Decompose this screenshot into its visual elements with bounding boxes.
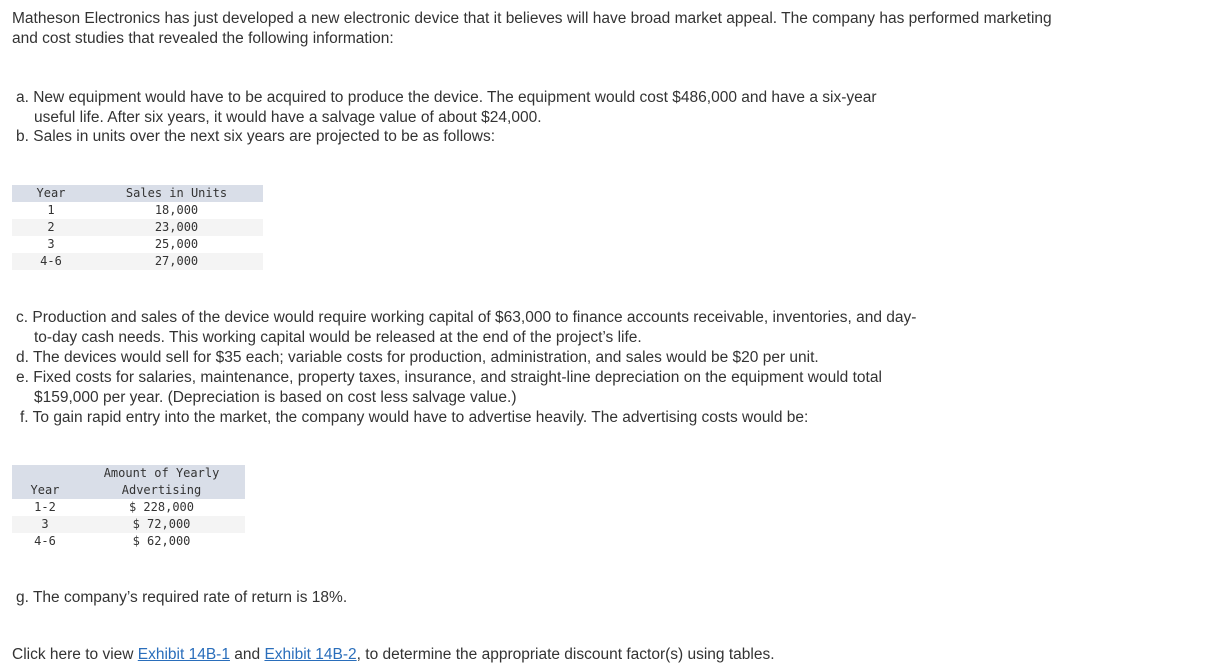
advertising-year-cell: 1-2	[34, 500, 56, 514]
table-row	[12, 236, 263, 253]
item-c-line1: c. Production and sales of the device would require working capital of $63,000 to finance accounts receivable, inventories, and day-	[16, 309, 917, 326]
advertising-amount-cell: $ 72,000	[78, 516, 245, 533]
sales-year-cell: 1	[47, 203, 55, 217]
sales-year-cell: 4-6	[12, 253, 90, 270]
sales-table-header	[12, 185, 263, 202]
item-g: g. The company’s required rate of return is 18%.	[16, 589, 348, 606]
sales-year-cell: 2	[12, 219, 90, 236]
table-row	[12, 253, 263, 270]
advertising-header-amount-text: Amount of Yearly Advertising	[103, 466, 220, 497]
item-b: b. Sales in units over the next six years are projected to be as follows:	[16, 128, 496, 145]
item-a-line1: a. New equipment would have to be acquired to produce the device. The equipment would cost $486,000 and have a six-year	[16, 89, 877, 106]
item-a-line2: useful life. After six years, it would have a salvage value of about $24,000.	[34, 109, 542, 126]
advertising-amount-cell: $ 228,000	[128, 500, 195, 514]
table-row	[12, 202, 263, 219]
item-e	[16, 368, 1116, 408]
exhibit-14b-1-link[interactable]: Exhibit 14B-1	[137, 646, 230, 663]
advertising-amount-cell: $ 62,000	[132, 534, 191, 548]
item-d: d. The devices would sell for $35 each; variable costs for production, administration, and sales would be $20 per unit.	[16, 349, 819, 366]
advertising-year-cell: 4-6	[34, 534, 56, 548]
sales-units-cell: 27,000	[90, 253, 263, 270]
item-c-line2: to-day cash needs. This working capital would be released at the end of the project’s life.	[34, 329, 642, 346]
item-e-line1: e. Fixed costs for salaries, maintenance, property taxes, insurance, and straight-line depreciation on the equipment would total	[16, 369, 882, 386]
sales-units-cell: 23,000	[90, 219, 263, 236]
exhibit-prefix: Click here to view	[12, 646, 138, 663]
advertising-year-cell: 3	[12, 516, 78, 533]
item-a	[16, 88, 1096, 128]
advertising-header-amount	[78, 465, 245, 499]
sales-header-units: Sales in Units	[90, 185, 263, 202]
exhibit-middle: and	[229, 646, 265, 663]
item-e-line2: $159,000 per year. (Depreciation is based on cost less salvage value.)	[34, 389, 517, 406]
exhibit-14b-2-link[interactable]: Exhibit 14B-2	[264, 646, 357, 663]
sales-header-year: Year	[12, 185, 90, 202]
table-row	[12, 219, 263, 236]
sales-units-cell: 25,000	[154, 237, 199, 251]
advertising-header-year: Year	[12, 465, 78, 499]
exhibit-instructions	[12, 645, 1162, 665]
intro-paragraph: Matheson Electronics has just developed a new electronic device that it believes will have broad market appeal. The company has performed marketing and cost studies that revealed the following information:	[12, 10, 1052, 47]
advertising-table	[12, 465, 245, 550]
sales-year-cell: 3	[47, 237, 55, 251]
sales-units-cell: 18,000	[154, 203, 199, 217]
sales-table	[12, 185, 263, 270]
advertising-table-header	[12, 465, 245, 499]
table-row	[12, 499, 245, 516]
item-c	[16, 308, 1116, 348]
item-f: f. To gain rapid entry into the market, the company would have to advertise heavily. The advertising costs would be:	[20, 409, 809, 426]
exhibit-suffix: , to determine the appropriate discount factor(s) using tables.	[356, 646, 775, 663]
table-row	[12, 533, 245, 550]
table-row	[12, 516, 245, 533]
